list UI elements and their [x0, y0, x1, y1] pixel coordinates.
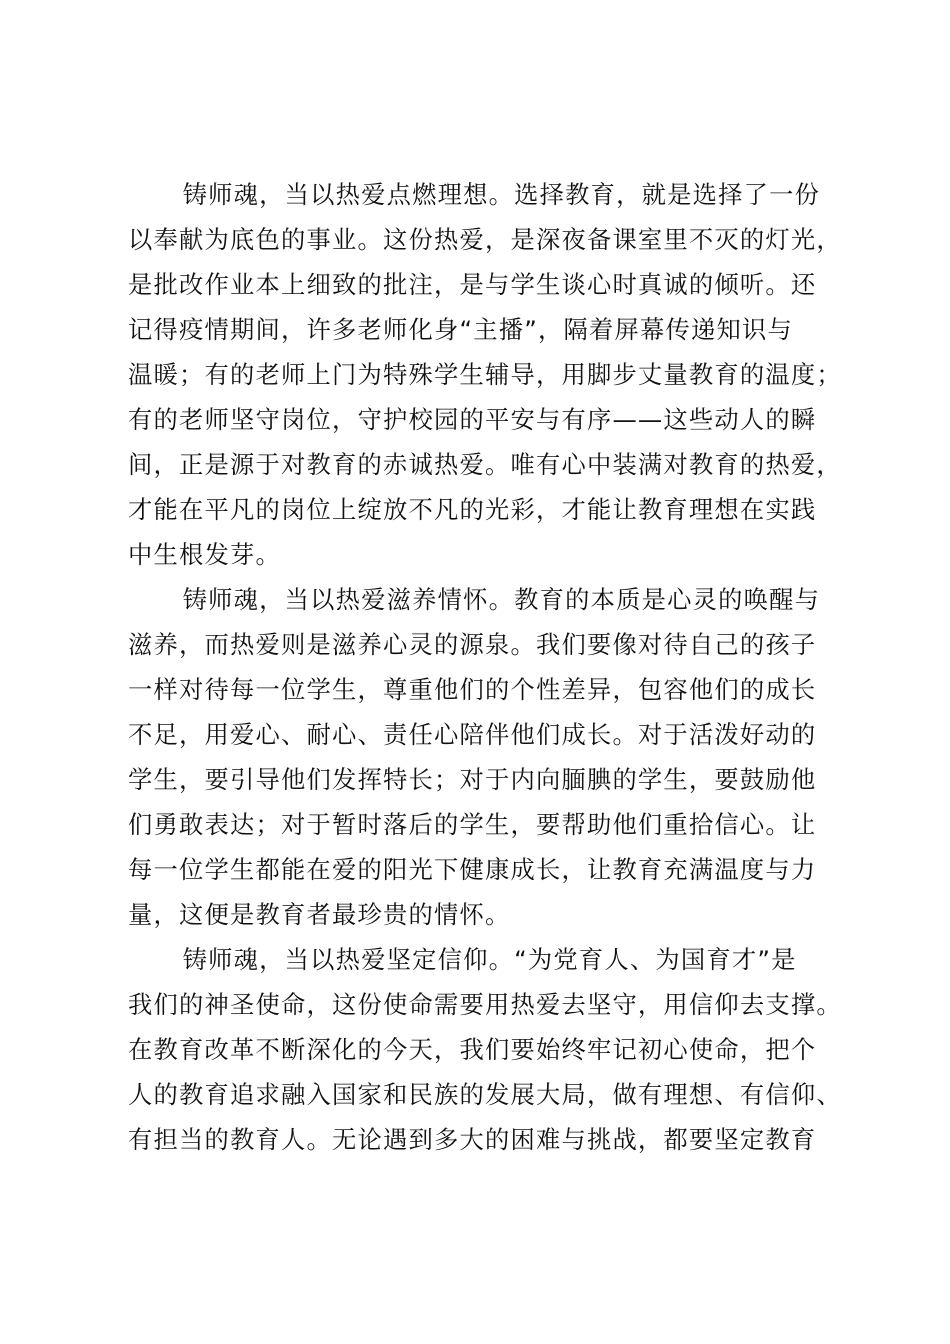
- text-line: 铸师魂，当以热爱点燃理想。选择教育，就是选择了一份: [182, 180, 821, 209]
- text-line: 间，正是源于对教育的赤诚热爱。唯有心中装满对教育的热爱，: [128, 450, 842, 479]
- text-line: 每一位学生都能在爱的阳光下健康成长，让教育充满温度与力: [128, 855, 817, 884]
- document-page: [128, 172, 848, 1162]
- text-line: 们勇敢表达；对于暂时落后的学生，要帮助他们重拾信心。让: [128, 810, 817, 839]
- text-line: 人的教育追求融入国家和民族的发展大局，做有理想、有信仰、: [128, 1080, 842, 1109]
- text-line: 量，这便是教育者最珍贵的情怀。: [128, 900, 511, 929]
- text-line: 一样对待每一位学生，尊重他们的个性差异，包容他们的成长: [128, 675, 817, 704]
- text-line: 以奉献为底色的事业。这份热爱，是深夜备课室里不灭的灯光，: [128, 225, 842, 254]
- paragraph-2: [128, 577, 848, 937]
- paragraph-3: [128, 937, 848, 1162]
- text-line: 铸师魂，当以热爱滋养情怀。教育的本质是心灵的唤醒与: [182, 585, 821, 614]
- text-line: 记得疫情期间，许多老师化身“主播”，隔着屏幕传递知识与: [128, 315, 793, 344]
- text-line: 在教育改革不断深化的今天，我们要始终牢记初心使命，把个: [128, 1035, 817, 1064]
- text-line: 有的老师坚守岗位，守护校园的平安与有序——这些动人的瞬: [128, 405, 817, 434]
- text-line: 我们的神圣使命，这份使命需要用热爱去坚守，用信仰去支撑。: [128, 990, 842, 1019]
- text-line: 中生根发芽。: [128, 540, 281, 569]
- text-line: 有担当的教育人。无论遇到多大的困难与挑战，都要坚定教育: [128, 1125, 817, 1154]
- text-line: 滋养，而热爱则是滋养心灵的源泉。我们要像对待自己的孩子: [128, 630, 817, 659]
- text-line: 学生，要引导他们发挥特长；对于内向腼腆的学生，要鼓励他: [128, 765, 817, 794]
- text-line: 不足，用爱心、耐心、责任心陪伴他们成长。对于活泼好动的: [128, 720, 817, 749]
- text-line: 温暖；有的老师上门为特殊学生辅导，用脚步丈量教育的温度；: [128, 360, 842, 389]
- paragraph-1: [128, 172, 848, 577]
- text-line: 是批改作业本上细致的批注，是与学生谈心时真诚的倾听。还: [128, 270, 817, 299]
- text-line: 才能在平凡的岗位上绽放不凡的光彩，才能让教育理想在实践: [128, 495, 817, 524]
- text-line: 铸师魂，当以热爱坚定信仰。“为党育人、为国育才”是: [182, 945, 797, 974]
